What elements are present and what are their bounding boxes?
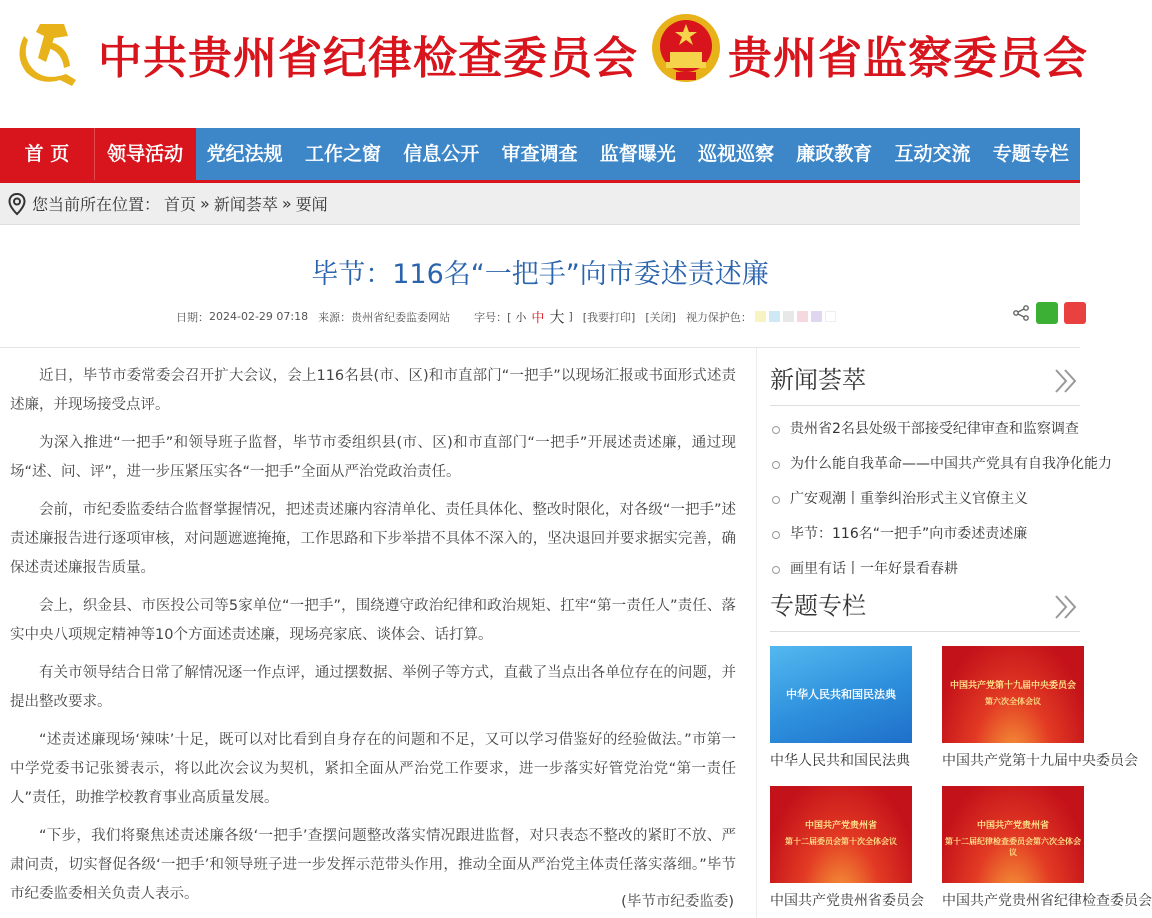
location-pin-icon	[8, 193, 26, 215]
bullet-icon	[772, 496, 780, 504]
article-source: 贵州省纪委监委网站	[351, 310, 451, 324]
news-item-title[interactable]: 广安观潮丨重拳纠治形式主义官僚主义	[790, 491, 1028, 507]
share-bar	[1012, 302, 1086, 324]
article-title: 毕节：116名“一把手”向市委述责述廉	[311, 259, 769, 290]
topic-banner-subtext: 第十二届纪律检查委员会第六次全体会议	[945, 837, 1081, 857]
topic-banner-image[interactable]	[942, 646, 1084, 743]
news-list-item[interactable]	[770, 552, 1080, 587]
source-label: 来源：	[318, 310, 352, 324]
topic-banner-image[interactable]	[770, 646, 912, 743]
nav-item-topics[interactable]: 专题专栏	[992, 143, 1069, 165]
article-body	[10, 362, 736, 918]
font-size-end: ]	[568, 310, 573, 323]
site-header	[0, 0, 1088, 128]
topic-banner-image[interactable]	[942, 786, 1084, 883]
bullet-icon	[772, 461, 780, 469]
topic-tile[interactable]	[770, 646, 912, 770]
eye-protection-label: 视力保护色：	[685, 310, 752, 324]
bullet-icon	[772, 531, 780, 539]
eye-color-swatch[interactable]	[811, 311, 822, 322]
font-size-label: 字号：[	[474, 310, 512, 324]
news-list-item[interactable]	[770, 482, 1080, 517]
nav-item-inspection[interactable]: 巡视巡察	[698, 143, 775, 165]
topic-banner-text: 中国共产党贵州省	[804, 821, 877, 831]
topics-sidebar	[770, 586, 1080, 632]
nav-item-home[interactable]: 首 页	[0, 128, 94, 180]
topic-caption[interactable]: 中华人民共和国民法典	[770, 753, 910, 769]
topics-section-title: 专题专栏	[770, 592, 866, 620]
header-divider	[0, 347, 1080, 348]
news-item-title[interactable]: 毕节：116名“一把手”向市委述责述廉	[790, 526, 1028, 542]
national-emblem-icon	[650, 12, 722, 86]
topic-banner-text: 中国共产党贵州省	[976, 821, 1049, 831]
topic-banner-text: 中华人民共和国民法典	[786, 688, 896, 701]
topics-section-header	[770, 586, 1080, 632]
article-date: 2024-02-29 07:18	[209, 310, 309, 323]
article-paragraph: “述责述廉现场‘辣味’十足，既可以对比看到自身存在的问题和不足，又可以学习借鉴好的经验做法。”市第一中学党委书记张赟表示，将以此次会议为契机，紧扣全面从严治党工作要求，进一步落实好管党治党“第一责任人”责任，助推学校教育事业高质量发展。	[10, 732, 736, 806]
breadcrumb-prefix: 您当前所在位置：	[32, 195, 161, 214]
article-paragraph: 会上，织金县、市医投公司等5家单位“一把手”，围绕遵守政治纪律和政治规矩、扛牢“第一责任人”责任、落实中央八项规定精神等10个方面述责述廉，现场亮家底、谈体会、话打算。	[10, 598, 736, 643]
eye-color-swatch[interactable]	[797, 311, 808, 322]
news-list-item[interactable]	[770, 517, 1080, 552]
font-medium-button[interactable]: 中	[531, 311, 545, 326]
eye-color-swatch[interactable]	[825, 311, 836, 322]
news-item-title[interactable]: 画里有话丨一年好景看春耕	[790, 561, 958, 577]
topic-banner-image[interactable]	[770, 786, 912, 883]
news-item-title[interactable]: 为什么能自我革命——中国共产党具有自我净化能力	[790, 456, 1112, 472]
wechat-icon[interactable]	[1036, 302, 1058, 324]
nav-item-work-window[interactable]: 工作之窗	[304, 143, 381, 165]
font-large-button[interactable]: 大	[549, 308, 565, 326]
nav-item-exposure[interactable]: 监督曝光	[599, 143, 676, 165]
nav-item-leadership[interactable]: 领导活动	[94, 128, 196, 180]
article-paragraph: 有关市领导结合日常了解情况逐一作点评，通过摆数据、举例子等方式，直截了当点出各单位存在的问题，并提出整改要求。	[10, 665, 736, 710]
column-divider	[756, 348, 757, 918]
breadcrumb-separator: »	[200, 194, 210, 213]
nav-item-regulations[interactable]: 党纪法规	[206, 143, 283, 165]
news-item-title[interactable]: 贵州省2名县处级干部接受纪律审查和监察调查	[790, 421, 1079, 437]
topic-caption[interactable]: 中国共产党第十九届中央委员会	[942, 753, 1138, 769]
topic-caption[interactable]: 中国共产党贵州省委员会	[770, 893, 924, 909]
breadcrumb-headlines[interactable]: 要闻	[295, 195, 328, 214]
party-commission-title: 中共贵州省纪律检查委员会	[98, 33, 638, 84]
news-list	[770, 412, 1112, 587]
topic-tile[interactable]	[942, 646, 1138, 770]
topic-tile[interactable]	[942, 786, 1152, 910]
eye-color-swatch[interactable]	[783, 311, 794, 322]
nav-item-education[interactable]: 廉政教育	[796, 143, 873, 165]
news-section-title: 新闻荟萃	[770, 366, 866, 394]
print-button[interactable]: [我要打印]	[582, 310, 636, 324]
bullet-icon	[772, 566, 780, 574]
topic-tile[interactable]	[770, 786, 924, 910]
main-nav	[0, 128, 1080, 180]
article-source-footer: (毕节市纪委监委)	[621, 894, 734, 910]
bullet-icon	[772, 426, 780, 434]
breadcrumb-home[interactable]: 首页	[164, 195, 197, 214]
eye-color-swatch[interactable]	[769, 311, 780, 322]
share-icon[interactable]	[1012, 304, 1030, 322]
double-chevron-right-icon[interactable]	[1052, 366, 1080, 396]
double-chevron-right-icon[interactable]	[1052, 592, 1080, 622]
breadcrumb-separator: »	[281, 194, 292, 213]
news-sidebar	[770, 360, 1112, 587]
supervisory-commission-title: 贵州省监察委员会	[728, 33, 1088, 84]
nav-item-investigation[interactable]: 审查调查	[501, 143, 578, 165]
news-list-item[interactable]	[770, 447, 1112, 482]
topic-banner-subtext: 第十二届委员会第十次全体会议	[785, 837, 897, 846]
article-paragraph: “下步，我们将聚焦述责述廉各级‘一把手’查摆问题整改落实情况跟进监督，对只表态不整改的紧盯不放、严肃问责，切实督促各级‘一把手’和领导班子进一步发挥示范带头作用，推动全面从严治党主体责任落实落细。”毕节市纪委监委相关负责人表示。	[10, 828, 736, 902]
article-paragraph: 会前，市纪委监委结合监督掌握情况，把述责述廉内容清单化、责任具体化、整改时限化，对各级“一把手”述责述廉报告进行逐项审核，对问题遮遮掩掩，工作思路和下步举措不具体不深入的，坚决退回并要求据实完善，确保述责述廉报告质量。	[10, 502, 736, 576]
topic-caption[interactable]: 中国共产党贵州省纪律检查委员会	[942, 893, 1152, 909]
article-paragraph: 为深入推进“一把手”和领导班子监督，毕节市委组织县(市、区)和市直部门“一把手”开展述责述廉，通过现场“述、问、评”，进一步压紧压实各“一把手”全面从严治党政治责任。	[10, 435, 736, 480]
eye-color-swatch[interactable]	[755, 311, 766, 322]
nav-item-info-disclosure[interactable]: 信息公开	[403, 143, 480, 165]
weibo-icon[interactable]	[1064, 302, 1086, 324]
news-section-header	[770, 360, 1080, 406]
article-paragraph: 近日，毕节市委常委会召开扩大会议，会上116名县(市、区)和市直部门“一把手”以现场汇报或书面形式述责述廉，并现场接受点评。	[10, 368, 736, 413]
breadcrumb	[0, 183, 1080, 225]
close-button[interactable]: [关闭]	[645, 310, 676, 324]
party-emblem-icon	[10, 16, 86, 86]
date-label: 日期：	[176, 310, 209, 324]
topic-banner-text: 中国共产党第十九届中央委员会	[949, 681, 1076, 691]
news-list-item[interactable]	[770, 412, 1080, 447]
breadcrumb-news[interactable]: 新闻荟萃	[213, 195, 278, 214]
article-meta	[176, 306, 836, 327]
nav-item-interaction[interactable]: 互动交流	[894, 143, 971, 165]
topic-banner-subtext: 第六次全体会议	[985, 697, 1041, 706]
font-small-button[interactable]: 小	[515, 310, 527, 324]
